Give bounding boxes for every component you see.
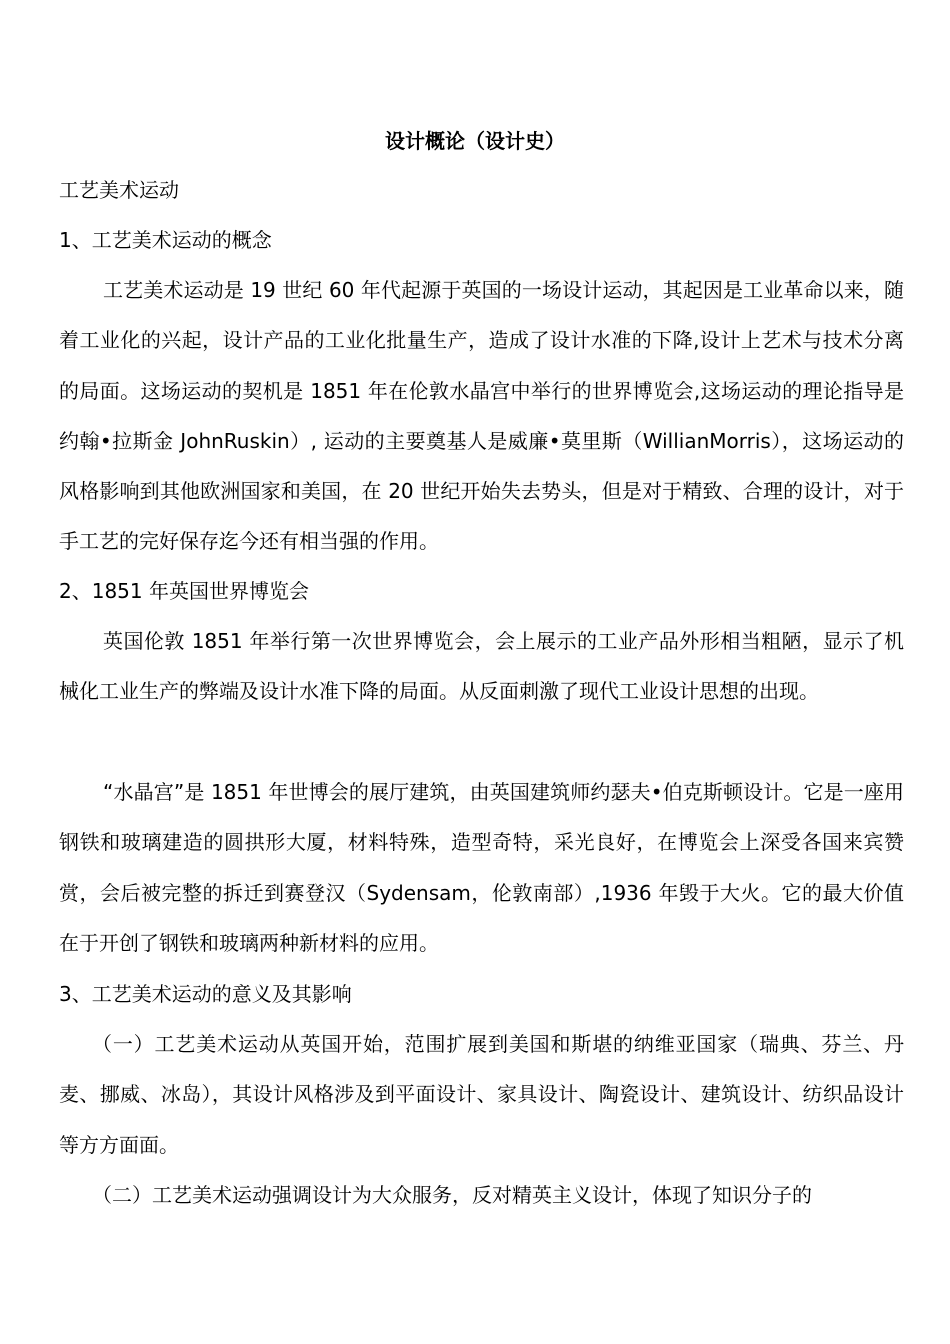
item-2-paragraph-1: 英国伦敦 1851 年举行第一次世界博览会，会上展示的工业产品外形相当粗陋，显示了机械化工业生产的弊端及设计水准下降的局面。从反面刺激了现代工业设计思想的出现。	[59, 629, 904, 704]
item-3-paragraph-1: （一）工艺美术运动从英国开始，范围扩展到美国和斯堪的纳维亚国家（瑞典、芬兰、丹麦、挪威、冰岛），其设计风格涉及到平面设计、家具设计、陶瓷设计、建筑设计、纺织品设计等方方面面。	[59, 1032, 904, 1157]
section-heading: 工艺美术运动	[59, 178, 179, 202]
item-3-paragraph-2: （二）工艺美术运动强调设计为大众服务，反对精英主义设计，体现了知识分子的	[92, 1183, 812, 1207]
document-title: 设计概论（设计史）	[385, 129, 565, 153]
item-2-heading: 2、1851 年英国世界博览会	[59, 579, 309, 603]
item-1-heading: 1、工艺美术运动的概念	[59, 228, 272, 252]
item-2-paragraph-2: “水晶宫”是 1851 年世博会的展厅建筑，由英国建筑师约瑟夫•伯克斯顿设计。它是一座用钢铁和玻璃建造的圆拱形大厦，材料特殊，造型奇特，采光良好，在博览会上深受各国来宾赞赏，会后被完整的拆迁到赛登汉（Sydensam，伦敦南部）,1936 年毁于大火。它的最大价值在于开创了钢铁和玻璃两种新材料的应用。	[59, 780, 904, 955]
item-3-heading: 3、工艺美术运动的意义及其影响	[59, 982, 352, 1006]
item-1-paragraph-1: 工艺美术运动是 19 世纪 60 年代起源于英国的一场设计运动，其起因是工业革命以来，随着工业化的兴起，设计产品的工业化批量生产，造成了设计水准的下降,设计上艺术与技术分离的局面。这场运动的契机是 1851 年在伦敦水晶宫中举行的世界博览会,这场运动的理论指导是约翰•拉斯金 JohnRuskin）, 运动的主要奠基人是威廉•莫里斯（WillianMorris），这场运动的风格影响到其他欧洲国家和美国，在 20 世纪开始失去势头，但是对于精致、合理的设计，对于手工艺的完好保存迄今还有相当强的作用。	[59, 278, 904, 554]
